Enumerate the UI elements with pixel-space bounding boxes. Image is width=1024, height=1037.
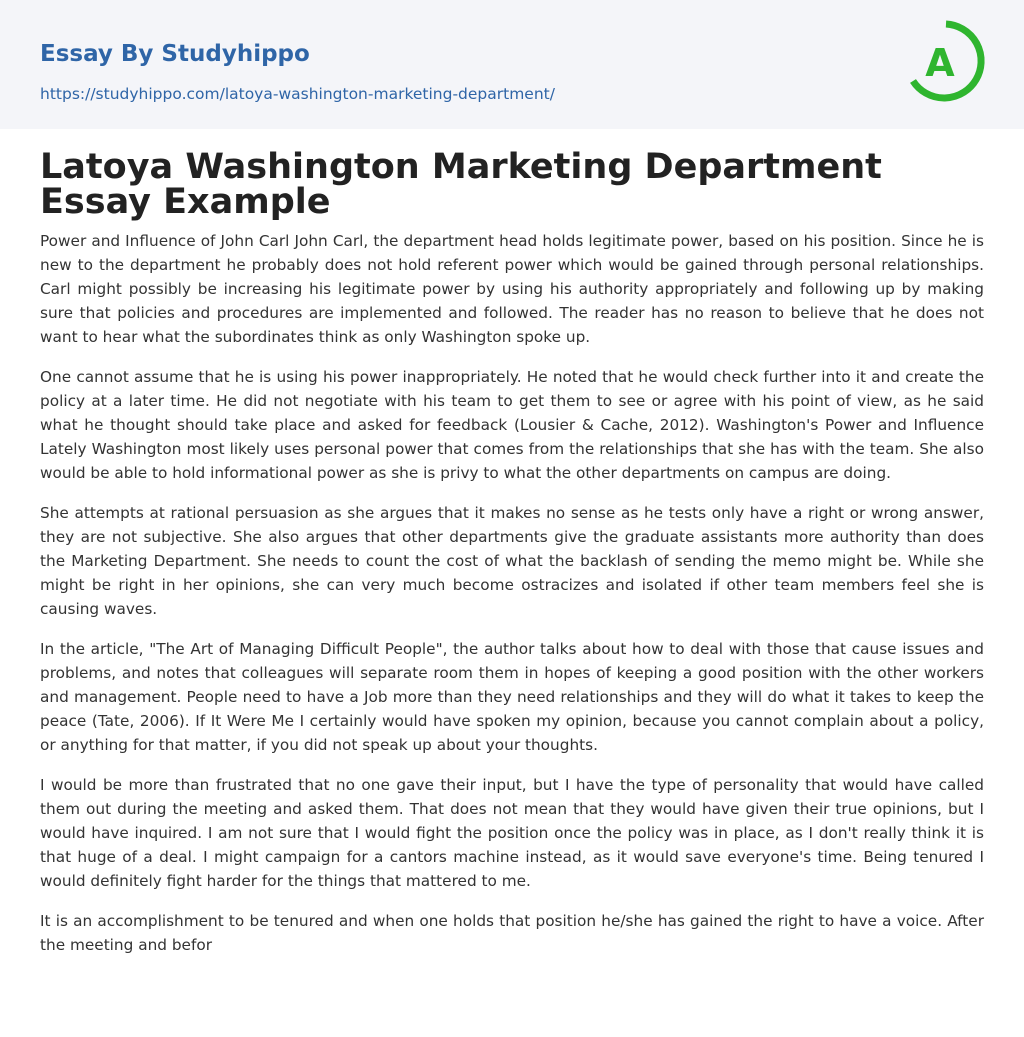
- site-header: [0, 0, 1024, 129]
- essay-body: [40, 229, 984, 973]
- brand-title[interactable]: Essay By Studyhippo: [40, 41, 310, 67]
- studyhippo-logo-icon[interactable]: [903, 18, 989, 106]
- essay-title: Latoya Washington Marketing Department Essay Example: [40, 147, 882, 222]
- essay-paragraph: She attempts at rational persuasion as she argues that it makes no sense as he tests only have a right or wrong answer, they are not subjective. She also argues that other departments give the graduate assistants more authority than does the Marketing Department. She needs to count the cost of what the backlash of sending the memo might be. While she might be right in her opinions, she can very much become ostracizes and isolated if other team members feel she is causing waves.: [40, 504, 984, 618]
- essay-paragraph: One cannot assume that he is using his power inappropriately. He noted that he would check further into it and create the policy at a later time. He did not negotiate with his team to get them to see or agree with his point of view, as he said what he thought should take place and asked for feedback (Lousier & Cache, 2012). Washington's Power and Influence Lately Washington most likely uses personal power that comes from the relationships that she has with the team. She also would be able to hold informational power as she is privy to what the other departments on campus are doing.: [40, 368, 984, 482]
- essay-paragraph: In the article, "The Art of Managing Difficult People", the author talks about how to deal with those that cause issues and problems, and notes that colleagues will separate room them in hopes of keeping a good position with the other workers and management. People need to have a Job more than they need relationships and they will do what it takes to keep the peace (Tate, 2006). If It Were Me I certainly would have spoken my opinion, because you cannot complain about a policy, or anything for that matter, if you did not speak up about your thoughts.: [40, 640, 984, 754]
- essay-paragraph: I would be more than frustrated that no one gave their input, but I have the type of personality that would have called them out during the meeting and asked them. That does not mean that they would have given their true opinions, but I would have inquired. I am not sure that I would fight the position once the policy was in place, as I don't really think it is that huge of a deal. I might campaign for a cantors machine instead, as it would save everyone's time. Being tenured I would definitely fight harder for the things that mattered to me.: [40, 776, 984, 890]
- essay-paragraph: Power and Influence of John Carl John Carl, the department head holds legitimate power, based on his position. Since he is new to the department he probably does not hold referent power which would be gained through personal relationships. Carl might possibly be increasing his legitimate power by using his authority appropriately and following up by making sure that policies and procedures are implemented and followed. The reader has no reason to believe that he does not want to hear what the subordinates think as only Washington spoke up.: [40, 232, 984, 346]
- essay-paragraph: It is an accomplishment to be tenured and when one holds that position he/she has gained the right to have a voice. After the meeting and befor: [40, 912, 984, 954]
- logo-letter: A: [925, 41, 955, 85]
- source-url-link[interactable]: https://studyhippo.com/latoya-washington-marketing-department/: [40, 85, 555, 103]
